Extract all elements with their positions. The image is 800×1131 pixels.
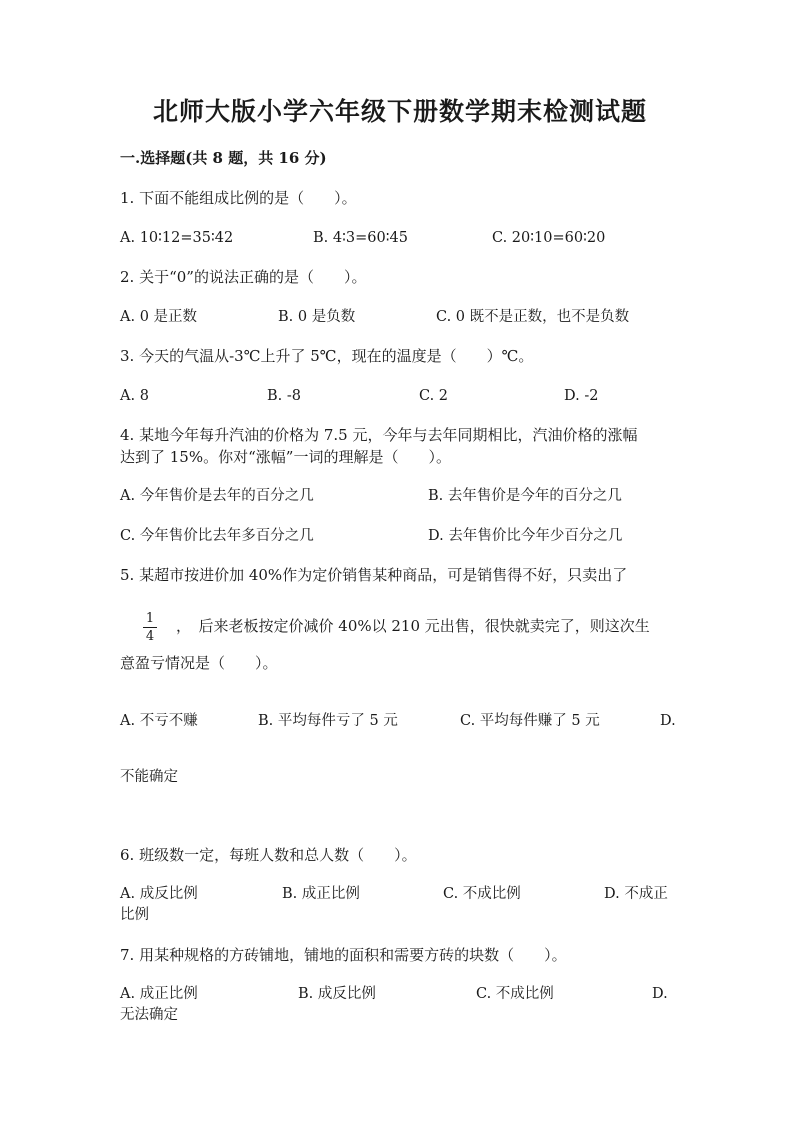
q7-option-b: B. 成反比例: [298, 986, 376, 1002]
question-4-line-1: 4. 某地今年每升汽油的价格为 7.5 元，今年与去年同期相比，汽油价格的涨幅: [120, 426, 638, 444]
question-4-line-2: 达到了 15%。你对“涨幅”一词的理解是（ ）。: [120, 448, 451, 466]
q7-option-d-text: 无法确定: [120, 1007, 178, 1023]
question-5-line-1: 5. 某超市按进价加 40%作为定价销售某种商品，可是销售得不好，只卖出了: [120, 566, 628, 584]
q3-option-b: B. -8: [267, 388, 301, 404]
q6-option-a: A. 成反比例: [120, 886, 198, 902]
fraction-one-quarter: [143, 611, 157, 644]
q6-option-d-line-2: 比例: [120, 907, 149, 923]
q1-option-a: A. 10∶12=35∶42: [120, 230, 234, 246]
q2-option-b: B. 0 是负数: [278, 309, 356, 325]
q4-option-c: C. 今年售价比去年多百分之几: [120, 528, 314, 544]
q4-option-d: D. 去年售价比今年少百分之几: [428, 528, 623, 544]
q6-option-b: B. 成正比例: [282, 886, 360, 902]
q5-option-c: C. 平均每件赚了 5 元: [460, 713, 600, 729]
q7-option-d-label: D.: [652, 986, 668, 1002]
question-3: 3. 今天的气温从-3℃上升了 5℃，现在的温度是（ ）℃。: [120, 347, 534, 365]
fraction-bar: [143, 627, 157, 628]
page-title: 北师大版小学六年级下册数学期末检测试题: [152, 97, 647, 126]
q5-option-d-label: D.: [660, 713, 676, 729]
q2-option-a: A. 0 是正数: [120, 309, 198, 325]
q1-option-c: C. 20∶10=60∶20: [492, 230, 606, 246]
fraction-numerator: 1: [145, 611, 155, 626]
question-6: 6. 班级数一定，每班人数和总人数（ ）。: [120, 846, 417, 864]
q1-option-b: B. 4∶3=60∶45: [313, 230, 408, 246]
q3-option-d: D. -2: [564, 388, 599, 404]
q5-option-d-text: 不能确定: [120, 769, 178, 785]
question-7: 7. 用某种规格的方砖铺地，铺地的面积和需要方砖的块数（ ）。: [120, 946, 567, 964]
q2-option-c: C. 0 既不是正数，也不是负数: [436, 309, 630, 325]
question-5-line-2: ， 后来老板按定价减价 40%以 210 元出售，很快就卖完了，则这次生: [176, 617, 650, 635]
question-2: 2. 关于“0”的说法正确的是（ ）。: [120, 268, 367, 286]
q6-option-c: C. 不成比例: [443, 886, 521, 902]
section-heading: 一.选择题(共 8 题，共 16 分): [120, 149, 327, 167]
q5-option-b: B. 平均每件亏了 5 元: [258, 713, 398, 729]
question-5-line-3: 意盈亏情况是（ ）。: [120, 654, 278, 672]
q3-option-a: A. 8: [120, 388, 149, 404]
q6-option-d-line-1: D. 不成正: [604, 886, 668, 902]
q4-option-b: B. 去年售价是今年的百分之几: [428, 488, 622, 504]
q3-option-c: C. 2: [419, 388, 449, 404]
question-1: 1. 下面不能组成比例的是（ ）。: [120, 189, 357, 207]
q7-option-a: A. 成正比例: [120, 986, 198, 1002]
q4-option-a: A. 今年售价是去年的百分之几: [120, 488, 314, 504]
q5-option-a: A. 不亏不赚: [120, 713, 198, 729]
fraction-denominator: 4: [145, 629, 155, 644]
q7-option-c: C. 不成比例: [476, 986, 554, 1002]
